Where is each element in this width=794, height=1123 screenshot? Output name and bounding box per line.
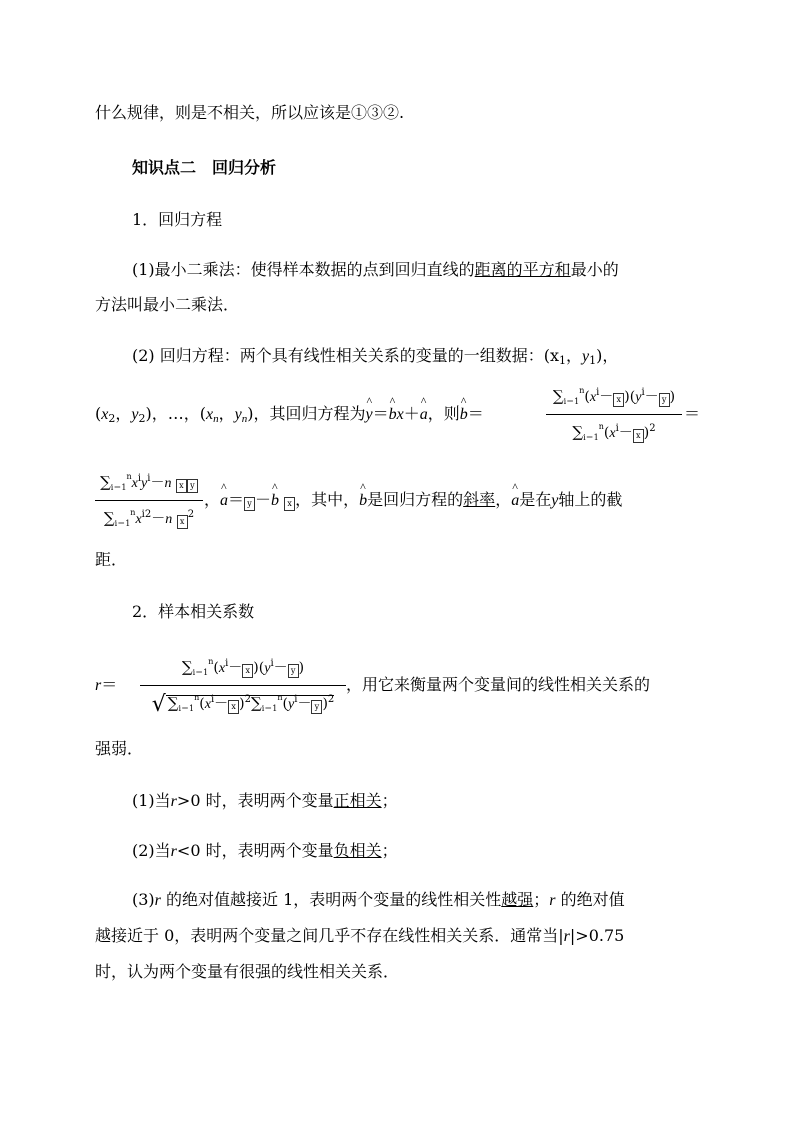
text-line: 距． — [95, 550, 128, 569]
section-title: 知识点二 回归分析 — [132, 158, 277, 177]
underlined-term: 距离的平方和 — [474, 260, 571, 279]
paragraph-regression-equation: (2) 回归方程：两个具有线性相关关系的变量的一组数据：($x_1$，$y_1$)， — [132, 346, 619, 367]
heading-regression-equation: 1．回归方程 — [132, 210, 223, 229]
formula-b-alt-fraction: $\sum_{i=1}^nx^iy^i-n$ x y $\sum_{i=1}^nx^{i2}-n$ $x^2$ — [95, 467, 203, 534]
text: 最小的 — [570, 260, 619, 279]
equation-line: ，^ a＝ y －^ b x ，其中，^ b是回归方程的斜率，^ a是在y轴上的截 — [204, 489, 622, 512]
text: ，其回归方程为 — [253, 404, 366, 423]
underlined-term: 负相关 — [333, 841, 382, 860]
item-negative: (2)当r<0 时，表明两个变量负相关； — [132, 841, 398, 860]
item-positive: (1)当r>0 时，表明两个变量正相关； — [132, 791, 398, 810]
text-line: ，用它来衡量两个变量间的线性相关关系的 — [346, 675, 651, 694]
text-line: 时，认为两个变量有很强的线性相关关系． — [95, 962, 400, 981]
formula-b-fraction: $\sum_{i=1}^n(x^i- x$ )($y^i- y$ ) $\sum_{i=1}^n(x^i- x$ )$^2$ — [546, 381, 682, 448]
text: (1)最小二乘法：使得样本数据的点到回归直线的 — [132, 260, 475, 279]
equation-line: ($x_2$，$y_2$)，…，($x_n$，$y_n$)，其回归方程为^ y＝^ bx＋^ a，则^ b＝ — [95, 403, 484, 430]
text-line: 越接近于 0，表明两个变量之间几乎不存在线性相关关系．通常当|r|>0.75 — [95, 926, 625, 945]
equation-r-label: r＝ — [95, 675, 118, 694]
text-line: 强弱． — [95, 739, 144, 758]
document-page: 什么规律，则是不相关，所以应该是①③②. 知识点二 回归分析 1．回归方程 (1)最小二乘法：使得样本数据的点到回归直线的距离的平方和最小的 方法叫最小二乘法． (2) 回归方程：两个具有线性相关关系的变量的一组数据：($x_1$，$y_1$)， ($x_2$，$y_2$)，…，($x_n$，$y_n$)，其回归方程为^ y＝^ bx＋^ a，则^ b＝ $\sum_{i=1}^n(x^i- x$ )($y^i- y$ ) $\sum_{i=1}^n(x^i- x$ )$^2$ ＝ $\sum_{i=1}^nx^iy^i-n$ x y $\sum_{i=1}^nx^{i2}-n$ $x^2$ ，^ a＝ y －^ b x ，其中，^ b是回归方程的斜率，^ a是在y轴上的截 距． 2．样本相关系数 r＝ $\sum_{i=1}^n(x^i- x$ )($y^i- y$ ) √ $\sum_{i=1}^n(x^i- x$ )$^2\sum_{i=1}^n(y^i- y$ )$^2$ ，用它来衡量两个变量间的线性相关关系的 强弱． (1)当r>0 时，表明两个变量正相关； (2)当r<0 时，表明两个变量负相关； (3)r 的绝对值越接近 1，表明两个变量的线性相关性越强；r 的绝对值 越接近于 0，表明两个变量之间几乎不存在线性相关关系．通常当|r|>0.75 时，认为两个变量有很强的线性相关关系． — [0, 0, 794, 1123]
underlined-term: 斜率 — [463, 490, 496, 509]
text-line: 方法叫最小二乘法． — [95, 295, 240, 314]
underlined-term: 正相关 — [333, 791, 382, 810]
paragraph-least-squares — [132, 259, 619, 281]
underlined-term: 越强 — [501, 890, 534, 909]
item-strength: (3)r 的绝对值越接近 1，表明两个变量的线性相关性越强；r 的绝对值 — [132, 890, 625, 909]
text: 是回归方程的 — [367, 490, 464, 509]
heading-correlation-coefficient: 2．样本相关系数 — [132, 602, 255, 621]
text: ，其中， — [295, 490, 360, 509]
formula-r-fraction: $\sum_{i=1}^n(x^i- x$ )($y^i- y$ ) √ $\sum_{i=1}^n(x^i- x$ )$^2\sum_{i=1}^n(y^i- y$ )$^2$ — [140, 652, 346, 719]
text-line: 什么规律，则是不相关，所以应该是①③②. — [95, 103, 405, 122]
text: ，则 — [427, 404, 460, 423]
text: (2) 回归方程：两个具有线性相关关系的变量的一组数据：(x — [132, 346, 560, 365]
